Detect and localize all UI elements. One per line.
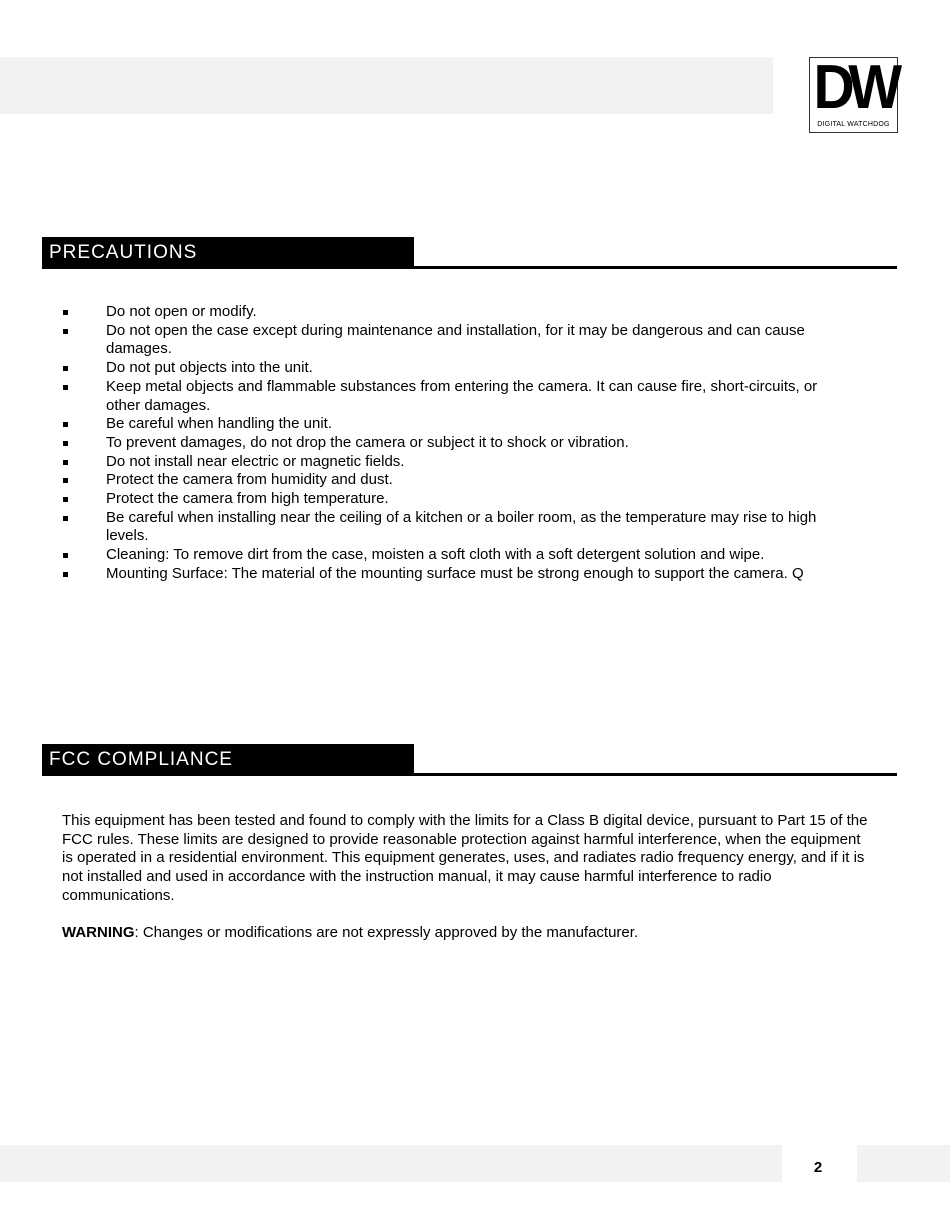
square-bullet-icon: [63, 366, 68, 371]
footer-band-right: [857, 1145, 950, 1182]
list-item-text: Do not open or modify.: [106, 303, 257, 320]
list-item-text: Do not install near electric or magnetic fields.: [106, 452, 405, 470]
footer-band-left: [0, 1145, 782, 1182]
list-item: [62, 471, 852, 490]
list-item-text: To prevent damages, do not drop the camera or subject it to shock or vibration.: [106, 433, 629, 451]
logo-mark: DW: [813, 53, 896, 122]
square-bullet-icon: [63, 422, 68, 427]
list-item: [62, 434, 852, 453]
precautions-list: [62, 303, 852, 584]
square-bullet-icon: [63, 478, 68, 483]
list-item-text: Protect the camera from humidity and dust.: [106, 471, 393, 489]
list-item: [62, 546, 852, 565]
list-item: [62, 322, 852, 359]
fcc-title: FCC COMPLIANCE: [42, 744, 414, 776]
list-item-text: Be careful when installing near the ceiling of a kitchen or a boiler room, as the temperature may rise to high levels.: [106, 508, 817, 545]
fcc-warning: [62, 924, 870, 943]
square-bullet-icon: [63, 385, 68, 390]
warning-text: : Changes or modifications are not expressly approved by the manufacturer.: [134, 924, 639, 942]
list-item: [62, 415, 852, 434]
square-bullet-icon: [63, 310, 68, 315]
list-item-text: Protect the camera from high temperature.: [106, 490, 389, 508]
list-item-text: Do not open the case except during maintenance and installation, for it may be dangerous and can cause damages.: [106, 321, 805, 358]
precautions-heading: [42, 237, 897, 269]
square-bullet-icon: [63, 497, 68, 502]
list-item: [62, 509, 852, 546]
page-number: 2: [813, 1159, 823, 1176]
square-bullet-icon: [63, 441, 68, 446]
heading-rule: [42, 266, 897, 269]
list-item: [62, 453, 852, 472]
list-item: [62, 565, 852, 584]
precautions-title: PRECAUTIONS: [42, 237, 414, 269]
digital-watchdog-logo: [809, 53, 898, 133]
list-item: [62, 490, 852, 509]
square-bullet-icon: [63, 516, 68, 521]
list-item: [62, 359, 852, 378]
list-item: [62, 378, 852, 415]
square-bullet-icon: [63, 572, 68, 577]
fcc-body: [62, 812, 870, 943]
list-item-text: Keep metal objects and flammable substances from entering the camera. It can cause fire, short-circuits, or other damages.: [106, 377, 818, 414]
warning-label: WARNING: [62, 924, 135, 942]
square-bullet-icon: [63, 553, 68, 558]
logo-subtitle: DIGITAL WATCHDOG: [817, 121, 890, 128]
list-item: [62, 303, 852, 322]
list-item-text: Mounting Surface: The material of the mounting surface must be strong enough to support the camera. Q: [106, 564, 804, 582]
list-item-text: Cleaning: To remove dirt from the case, moisten a soft cloth with a soft detergent solution and wipe.: [106, 546, 765, 564]
list-item-text: Do not put objects into the unit.: [106, 359, 313, 377]
heading-rule: [42, 773, 897, 776]
list-item-text: Be careful when handling the unit.: [106, 415, 332, 433]
fcc-paragraph: This equipment has been tested and found to comply with the limits for a Class B digital device, pursuant to Part 15 of the FCC rules. These limits are designed to provide reasonable protection against harmful interference, when the equipment is operated in a residential environment. This equipment generates, uses, and radiates radio frequency energy, and if it is not installed and used in accordance with the instruction manual, it may cause harmful interference to radio communications.: [62, 812, 868, 904]
fcc-heading: [42, 744, 897, 776]
square-bullet-icon: [63, 460, 68, 465]
square-bullet-icon: [63, 329, 68, 334]
header-band: [0, 57, 773, 114]
